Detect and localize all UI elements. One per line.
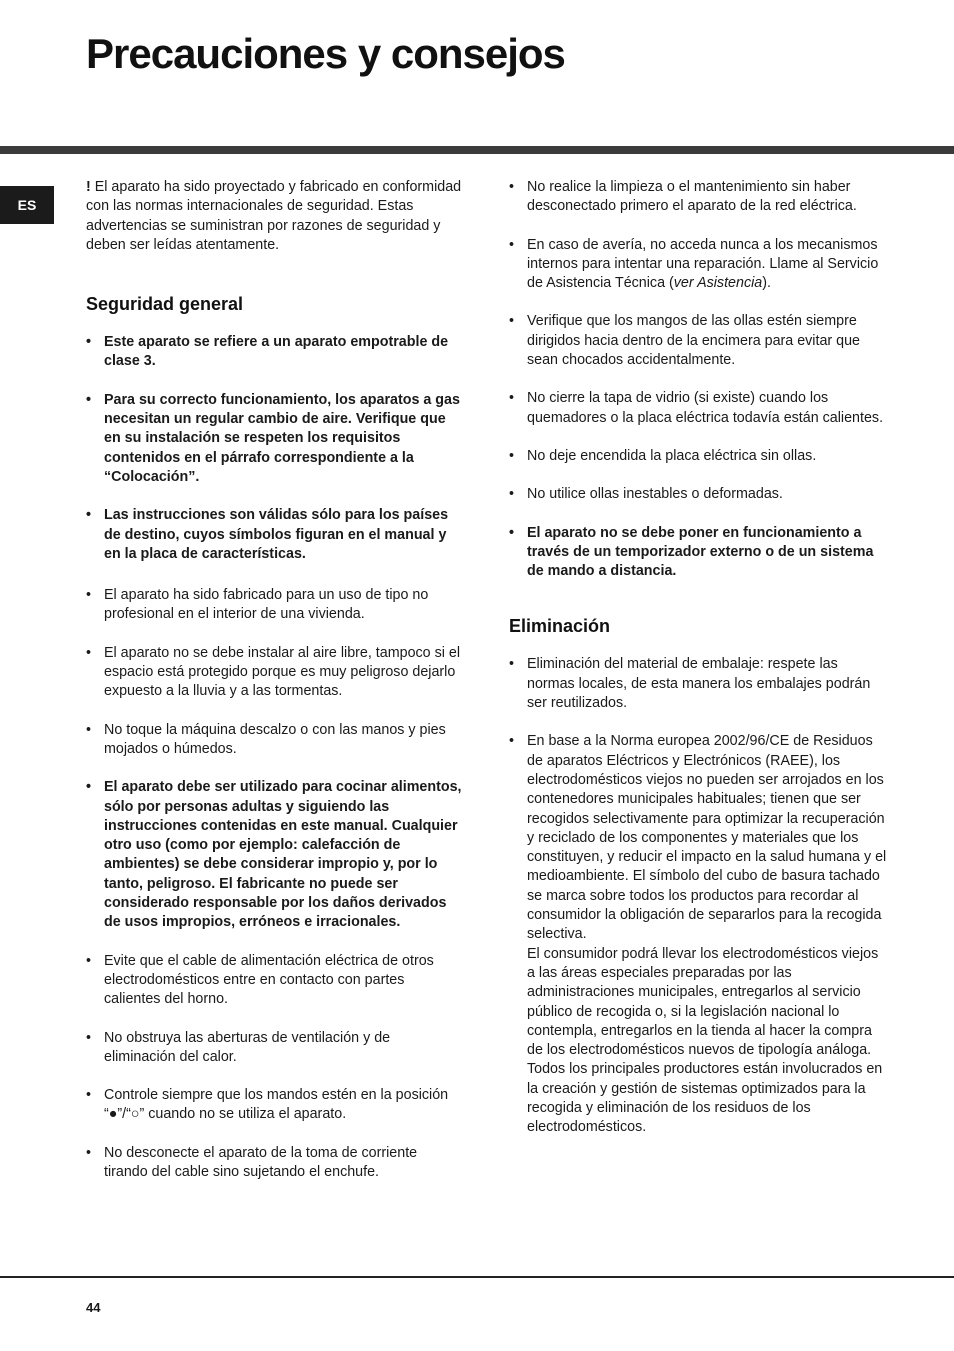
- page-number: 44: [86, 1300, 101, 1315]
- intro-text: El aparato ha sido proyectado y fabricado en conformidad con las normas internacionales de seguridad. Estas advertencias se suministran por razones de seguridad y deben ser leídas atentamente.: [86, 179, 462, 253]
- top-rule: [0, 146, 954, 154]
- seguridad-list: [86, 333, 464, 1182]
- list-item: • No cierre la tapa de vidrio (si existe) cuando los quemadores o la placa eléctrica todavía están calientes.: [509, 389, 889, 428]
- list-item: • No utilice ollas inestables o deformadas.: [509, 485, 889, 504]
- warning-mark: !: [86, 179, 91, 195]
- list-item: [509, 236, 889, 294]
- eliminacion-list: [509, 655, 889, 1137]
- left-column: [86, 178, 464, 1201]
- list-item: • No realice la limpieza o el mantenimiento sin haber desconectado primero el aparato de la red eléctrica.: [509, 178, 889, 217]
- intro-paragraph: [86, 178, 464, 255]
- raee-paragraph-1: • En base a la Norma europea 2002/96/CE de Residuos de aparatos Eléctricos y Electrónicos (RAEE), los electrodomésticos viejos no pueden ser arrojados en los contenedores municipales habituales; tienen que ser recogidos selectivamente para optimizar la recuperación y reciclado de los componentes y materiales que los constituyen, y reducir el impacto en la salud humana y el medioambiente. El símbolo del cubo de basura tachado se marca sobre todos los productos para recordar al consumidor la obligación de separarlos para la recogida selectiva.: [527, 733, 887, 943]
- list-item: • El aparato debe ser utilizado para cocinar alimentos, sólo por personas adultas y siguiendo las instrucciones contenidas en este manual. Cualquier otro uso (como por ejemplo: calefacción de ambientes) se debe considerar impropio y, por lo tanto, peligroso. El fabricante no puede ser considerado responsable por los daños derivados de usos impropios, erróneos e irracionales.: [86, 778, 464, 932]
- raee-paragraph-3: Todos los principales productores están involucrados en la creación y gestión de sistemas optimizados para la recogida y eliminación de los residuos de los electrodomésticos.: [527, 1061, 883, 1136]
- bottom-rule: [0, 1276, 954, 1278]
- list-item: • No deje encendida la placa eléctrica sin ollas.: [509, 447, 889, 466]
- list-item: • El aparato no se debe instalar al aire libre, tampoco si el espacio está protegido porque es muy peligroso dejarlo expuesto a la lluvia y a las tormentas.: [86, 644, 464, 702]
- precautions-list: [509, 178, 889, 581]
- list-item: • Este aparato se refiere a un aparato empotrable de clase 3.: [86, 333, 464, 372]
- list-item: • No toque la máquina descalzo o con las manos y pies mojados o húmedos.: [86, 721, 464, 760]
- list-item: [509, 732, 889, 1137]
- list-item: • El aparato no se debe poner en funcionamiento a través de un temporizador externo o de un sistema de mando a distancia.: [509, 524, 889, 582]
- list-item: • No obstruya las aberturas de ventilación y de eliminación del calor.: [86, 1029, 464, 1068]
- list-item: • Verifique que los mangos de las ollas estén siempre dirigidos hacia dentro de la encimera para evitar que sean chocados accidentalmente.: [509, 312, 889, 370]
- raee-paragraph-2: El consumidor podrá llevar los electrodomésticos viejos a las áreas especiales preparadas por las administraciones municipales, entregarlos al servicio público de recogida o, si la legislación nacional lo contempla, entregarlos en la tienda al hacer la compra de los electrodomésticos nuevos de tipología análoga.: [527, 945, 879, 1059]
- list-item: • Evite que el cable de alimentación eléctrica de otros electrodomésticos entre en contacto con partes calientes del horno.: [86, 952, 464, 1010]
- list-item: • Las instrucciones son válidas sólo para los países de destino, cuyos símbolos figuran en el manual y en la placa de características.: [86, 506, 464, 564]
- section-heading-seguridad: Seguridad general: [86, 294, 244, 315]
- list-item: • Controle siempre que los mandos estén en la posición “●”/“○” cuando no se utiliza el aparato.: [86, 1086, 464, 1125]
- list-item-text: En caso de avería, no acceda nunca a los mecanismos internos para intentar una reparación. Llame al Servicio de Asistencia Técnica (: [527, 236, 879, 292]
- language-tab: ES: [0, 186, 54, 224]
- list-item: • El aparato ha sido fabricado para un uso de tipo no profesional en el interior de una vivienda.: [86, 586, 464, 625]
- section-heading-eliminacion: Eliminación: [509, 616, 611, 637]
- list-item: • Para su correcto funcionamiento, los aparatos a gas necesitan un regular cambio de aire. Verifique que en su instalación se respeten los requisitos contenidos en el párrafo correspondiente a la “Colocación”.: [86, 391, 464, 487]
- list-item: • Eliminación del material de embalaje: respete las normas locales, de esta manera los embalajes podrán ser reutilizados.: [509, 655, 889, 713]
- list-item: • No desconecte el aparato de la toma de corriente tirando del cable sino sujetando el enchufe.: [86, 1144, 464, 1183]
- list-item-italic: ver Asistencia: [673, 275, 763, 292]
- list-item-text-end: ).: [762, 275, 771, 292]
- right-column: [509, 178, 889, 1157]
- page-title: Precauciones y consejos: [86, 30, 565, 77]
